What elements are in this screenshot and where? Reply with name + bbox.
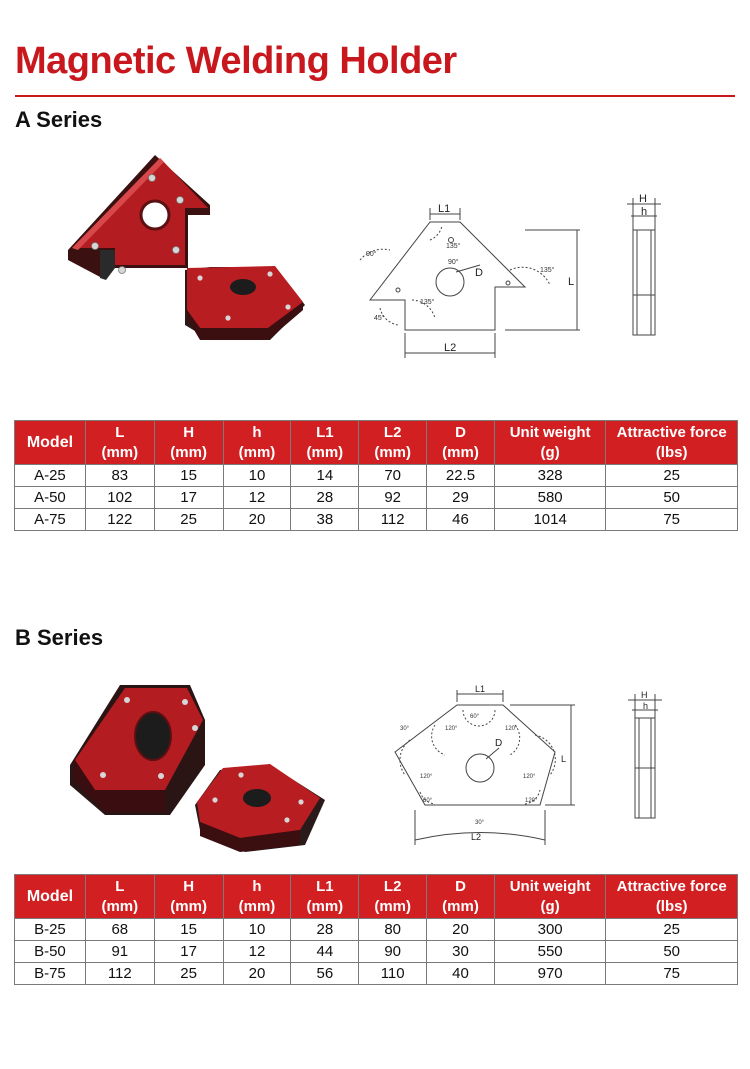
technical-drawing-b-side (620, 688, 670, 823)
series-a-heading: A Series (15, 107, 103, 132)
angle-label: 120° (505, 726, 518, 732)
column-header-label: D (455, 877, 466, 895)
table-cell: 12 (223, 941, 291, 963)
angle-label: 120° (525, 798, 538, 804)
dim-label-l-b: L (561, 754, 567, 764)
dim-label-d-b: D (495, 738, 503, 749)
table-cell: 17 (154, 487, 223, 509)
table-cell: 25 (154, 963, 223, 985)
angle-label: 120° (445, 726, 458, 732)
column-header-unit: (g) (540, 443, 560, 461)
angle-label: 60° (423, 798, 433, 804)
table-cell: 29 (427, 487, 495, 509)
table-cell: 83 (85, 465, 154, 487)
dim-label-l2-b: L2 (471, 832, 482, 842)
dim-label-l: L (568, 276, 575, 288)
dim-label-h-upper: H (639, 193, 647, 205)
angle-label: 90° (366, 251, 377, 258)
table-cell: 46 (427, 509, 495, 531)
column-header-unit: (mm) (374, 443, 411, 461)
table-cell: 15 (154, 465, 223, 487)
table-cell: 28 (291, 487, 359, 509)
column-header-unit: (mm) (238, 897, 276, 915)
column-header (606, 875, 738, 919)
table-cell: 56 (291, 963, 359, 985)
dim-label-h-upper-b: H (641, 690, 648, 700)
table-cell: A-50 (15, 487, 86, 509)
table-cell: 50 (606, 487, 738, 509)
angle-label: 135° (420, 299, 435, 306)
angle-label: 120° (420, 774, 433, 780)
column-header-label: L2 (383, 423, 402, 441)
column-header-label: Attractive force (616, 423, 727, 441)
column-header-unit: (g) (540, 897, 560, 915)
table-cell: 102 (85, 487, 154, 509)
column-header-label: h (252, 423, 262, 441)
column-header-label: Unit weight (509, 423, 591, 441)
table-cell: 80 (359, 919, 427, 941)
table-cell: 328 (494, 465, 605, 487)
table-cell: 20 (223, 509, 291, 531)
table-row (15, 963, 738, 985)
column-header-unit: (lbs) (655, 897, 688, 915)
dim-label-l1: L1 (438, 203, 451, 215)
table-cell: 970 (494, 963, 605, 985)
column-header-unit: (mm) (306, 443, 344, 461)
table-cell: B-75 (15, 963, 86, 985)
page-title: Magnetic Welding Holder (15, 40, 457, 82)
column-header-label: D (455, 423, 466, 441)
angle-label: 120° (523, 774, 536, 780)
table-cell: 28 (291, 919, 359, 941)
column-header (427, 875, 495, 919)
column-header (427, 421, 495, 465)
table-cell: 70 (359, 465, 427, 487)
column-header (85, 875, 154, 919)
column-header (494, 421, 605, 465)
table-cell: 91 (85, 941, 154, 963)
table-cell: 40 (427, 963, 495, 985)
table-cell: 20 (223, 963, 291, 985)
table-cell: 20 (427, 919, 495, 941)
column-header-unit: (mm) (238, 443, 276, 461)
column-header (154, 875, 223, 919)
table-cell: 10 (223, 919, 291, 941)
table-cell: 110 (359, 963, 427, 985)
table-cell: 112 (359, 509, 427, 531)
column-header-label: L (115, 877, 125, 895)
technical-drawing-a-front (340, 190, 590, 370)
angle-label: 30° (475, 820, 485, 826)
spec-table-a-series (14, 420, 738, 531)
column-header-label: Attractive force (616, 877, 727, 895)
column-header (291, 875, 359, 919)
column-header (359, 875, 427, 919)
table-cell: A-25 (15, 465, 86, 487)
table-row (15, 465, 738, 487)
dim-label-l1-b: L1 (475, 684, 486, 694)
table-cell: 75 (606, 509, 738, 531)
column-header-label: Model (26, 887, 74, 905)
column-header-label: Unit weight (509, 877, 591, 895)
column-header (15, 875, 86, 919)
table-cell: B-50 (15, 941, 86, 963)
table-cell: 22.5 (427, 465, 495, 487)
table-cell: 122 (85, 509, 154, 531)
column-header-label: L1 (316, 423, 334, 441)
table-cell: 25 (154, 509, 223, 531)
dim-label-h-lower: h (641, 206, 648, 218)
table-row (15, 487, 738, 509)
column-header (606, 421, 738, 465)
table-cell: 30 (427, 941, 495, 963)
series-b-heading: B Series (15, 625, 104, 650)
column-header-unit: (mm) (306, 897, 344, 915)
table-cell: 50 (606, 941, 738, 963)
column-header-label: H (183, 877, 195, 895)
technical-drawing-a-side (615, 190, 675, 350)
table-cell: 580 (494, 487, 605, 509)
table-header-row (15, 875, 738, 919)
angle-label: 30° (400, 726, 410, 732)
column-header-label: L2 (383, 877, 402, 895)
table-cell: 10 (223, 465, 291, 487)
column-header (223, 875, 291, 919)
table-cell: B-25 (15, 919, 86, 941)
table-cell: 12 (223, 487, 291, 509)
table-cell: 300 (494, 919, 605, 941)
table-cell: 25 (606, 919, 738, 941)
table-cell: 90 (359, 941, 427, 963)
column-header-unit: (mm) (374, 897, 411, 915)
table-row (15, 941, 738, 963)
table-cell: 92 (359, 487, 427, 509)
column-header-unit: (mm) (170, 443, 207, 461)
table-cell: 14 (291, 465, 359, 487)
product-photo-a-series (60, 150, 320, 345)
column-header-label: L1 (316, 877, 334, 895)
column-header (494, 875, 605, 919)
dim-label-l2: L2 (444, 342, 457, 354)
column-header-label: L (115, 423, 125, 441)
angle-label: 60° (470, 714, 480, 720)
table-cell: 44 (291, 941, 359, 963)
angle-label: 45° (374, 315, 385, 322)
angle-label: 135° (540, 267, 555, 274)
spec-table-b-series (14, 874, 738, 985)
table-cell: 550 (494, 941, 605, 963)
table-cell: 15 (154, 919, 223, 941)
column-header (291, 421, 359, 465)
column-header (223, 421, 291, 465)
table-row (15, 509, 738, 531)
product-photo-b-series (65, 680, 330, 865)
table-cell: 112 (85, 963, 154, 985)
table-cell: 38 (291, 509, 359, 531)
column-header-unit: (lbs) (655, 443, 688, 461)
table-header-row (15, 421, 738, 465)
angle-label: 135° (446, 243, 461, 250)
column-header (85, 421, 154, 465)
column-header (359, 421, 427, 465)
dim-label-h-lower-b: h (643, 701, 649, 711)
table-row (15, 919, 738, 941)
table-cell: 68 (85, 919, 154, 941)
column-header-unit: (mm) (101, 897, 139, 915)
column-header-label: Model (26, 433, 74, 451)
column-header-unit: (mm) (170, 897, 207, 915)
column-header-unit: (mm) (101, 443, 139, 461)
title-divider (15, 95, 735, 97)
column-header-label: H (183, 423, 195, 441)
column-header-unit: (mm) (442, 897, 479, 915)
table-cell: 1014 (494, 509, 605, 531)
column-header (15, 421, 86, 465)
column-header-label: h (252, 877, 262, 895)
dim-label-d: D (475, 267, 483, 279)
column-header-unit: (mm) (442, 443, 479, 461)
column-header (154, 421, 223, 465)
table-cell: A-75 (15, 509, 86, 531)
table-cell: 25 (606, 465, 738, 487)
table-cell: 17 (154, 941, 223, 963)
angle-label: 90° (448, 259, 459, 266)
technical-drawing-b-front (375, 680, 585, 850)
table-cell: 75 (606, 963, 738, 985)
